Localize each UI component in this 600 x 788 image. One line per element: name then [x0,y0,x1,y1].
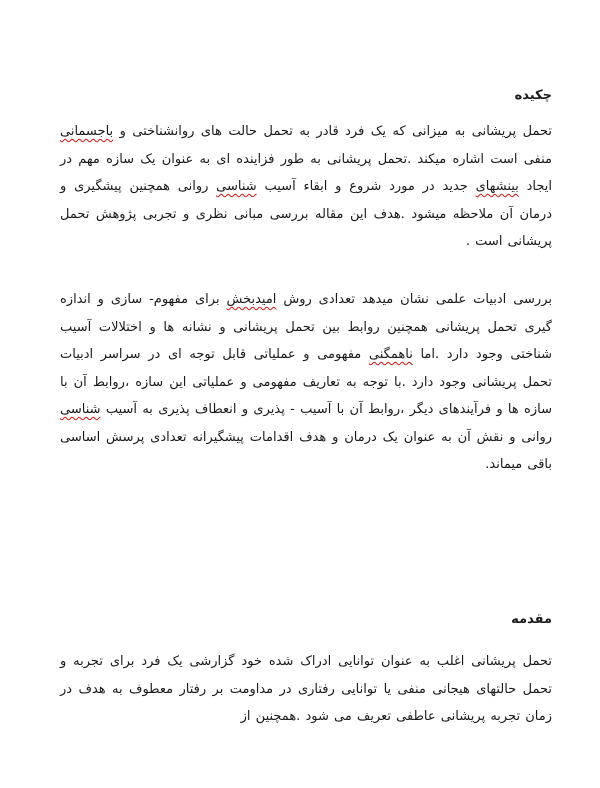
spellcheck-flagged-word: بینشهای [475,179,519,194]
abstract-paragraph-2 [60,286,552,479]
text-run: روانی و نقش آن به عنوان یک درمان و هدف اقدامات پیشگیرانه تعدادی پرسش اساسی باقی میماند. [60,429,552,472]
introduction-paragraph-1 [60,648,552,731]
text-run: تحمل پریشانی به میزانی که یک فرد قادر به تحمل حالت های روانشناختی و [113,124,552,139]
text-run: روانی همچنین پیشگیری و درمان آن ملاحظه میشود .هدف این مقاله بررسی مبانی نظری و تجربی پژوهش تحمل پریشانی است . [60,179,552,249]
abstract-paragraph-1 [60,118,552,256]
spellcheck-flagged-word: ناهمگنی [368,347,413,362]
spellcheck-flagged-word: شناسی [216,179,257,194]
text-run: جدید در مورد شروع و ابقاء آسیب [256,179,476,194]
text-run: بررسی ادبیات علمی نشان میدهد تعدادی روش [276,292,552,307]
introduction-heading: مقدمه [511,612,552,627]
spellcheck-flagged-word: امیدبخش [226,292,277,307]
spellcheck-flagged-word: باجسمانی [60,124,114,139]
text-run: برای مفهوم- سازی و اندازه گیری تحمل پریشانی همچنین روابط بین تحمل پریشانی و نشانه ها و اختلالات آسیب شناختی وجود دارد .اما [60,292,552,362]
spellcheck-flagged-word: شناسی [60,402,101,417]
abstract-heading: چکیده [514,88,552,103]
text-run: مفهومی و عملیاتی قابل توجه ای در سراسر ادبیات تحمل پریشانی وجود دارد .با توجه به تعاریف مفهومی و عملیاتی این سازه ،روابط آن با سازه ها و فرآیندهای دیگر ،روابط آن با آسیب - پذیری و انعطاف پذیری به آسیب [60,347,552,417]
text-run: تحمل پریشانی اغلب به عنوان توانایی ادراک شده خود گزارشی یک فرد برای تجربه و تحمل حالتهای هیجانی منفی یا توانایی رفتاری در مداومت بر رفتار معطوف به هدف در زمان تجربه پریشانی عاطفی تعریف می شود .همچنین از [60,654,552,724]
text-run: منفی است اشاره میکند .تحمل پریشانی به طور فزاینده ای به عنوان یک سازه مهم در ایجاد [60,151,552,194]
